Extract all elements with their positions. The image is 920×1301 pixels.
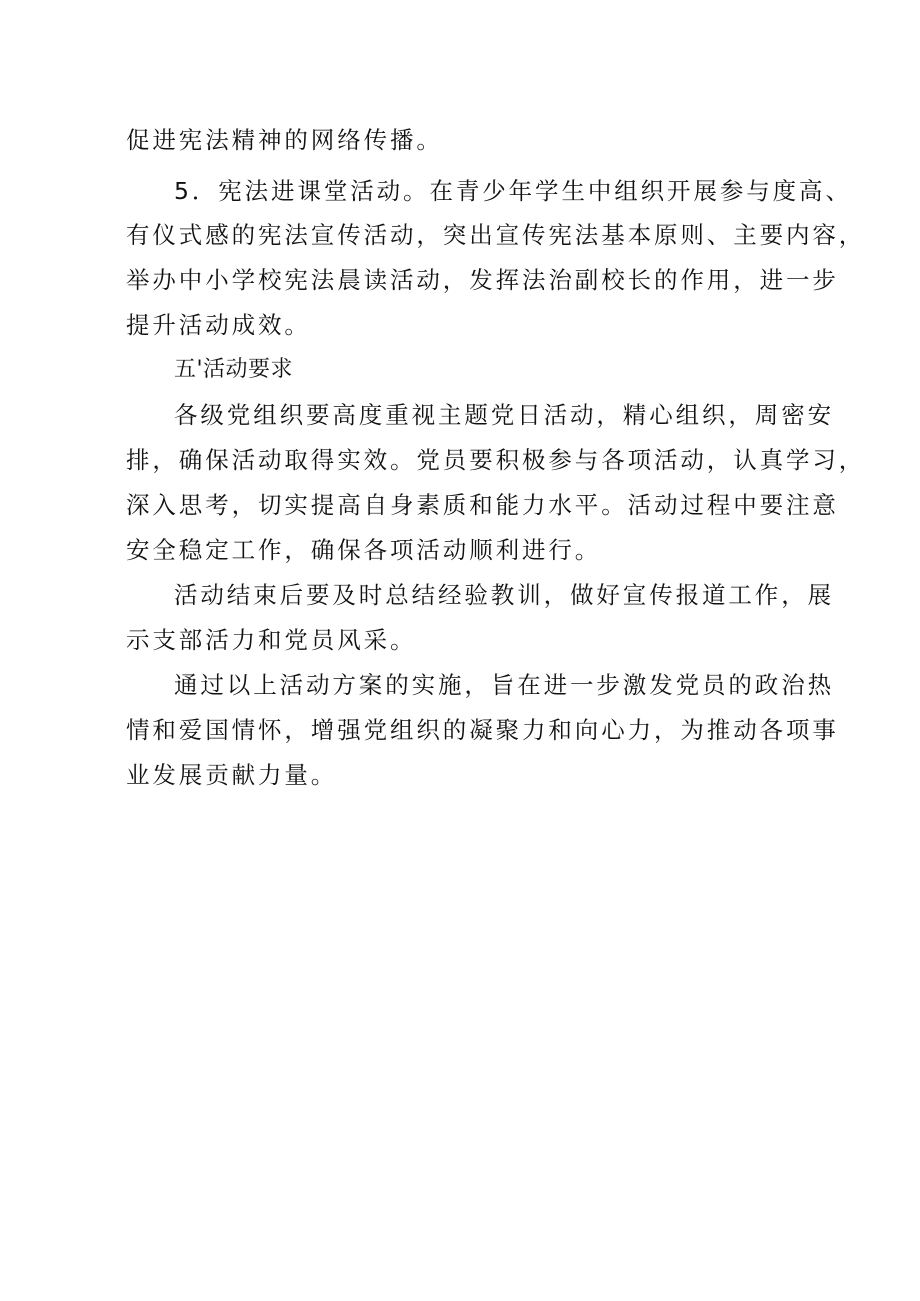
text-line: 活动结束后要及时总结经验教训，做好宣传报道工作，展: [174, 581, 834, 609]
text-line: 有仪式感的宪法宣传活动，突出宣传宪法基本原则、主要内容，: [126, 221, 866, 249]
text-line: 提升活动成效。: [126, 311, 311, 339]
text-line: 举办中小学校宪法晨读活动，发挥法治副校长的作用，进一步: [126, 266, 839, 294]
text-line: 业发展贡献力量。: [126, 761, 338, 789]
text-line: 各级党组织要高度重视主题党日活动，精心组织，周密安: [174, 401, 834, 429]
section-heading: 五'活动要求: [174, 357, 294, 382]
text-line: 5．宪法进课堂活动。在青少年学生中组织开展参与度高、: [174, 177, 852, 205]
text-line: 排，确保活动取得实效。党员要积极参与各项活动，认真学习，: [126, 446, 866, 474]
text-line: 安全稳定工作，确保各项活动顺利进行。: [126, 536, 602, 564]
text-line: 促进宪法精神的网络传播。: [126, 126, 443, 154]
text-line: 情和爱国情怀，增强党组织的凝聚力和向心力，为推动各项事: [126, 716, 839, 744]
text-line: 深入思考，切实提高自身素质和能力水平。活动过程中要注意: [126, 491, 839, 519]
text-line: 通过以上活动方案的实施，旨在进一步激发党员的政治热: [174, 671, 834, 699]
text-line: 示支部活力和党员风采。: [126, 626, 417, 654]
